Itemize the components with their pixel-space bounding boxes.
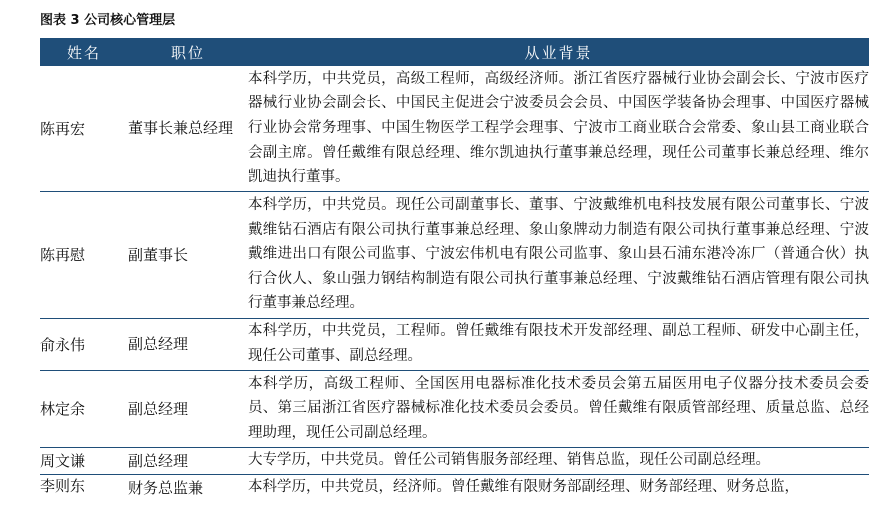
- cell-background: 本科学历，中共党员。现任公司副董事长、董事、宁波戴维机电科技发展有限公司董事长、宁波戴维钻石酒店有限公司执行董事兼总经理、象山象牌动力制造有限公司执行董事兼总经理、宁波戴维进出口有限公司监事、宁波宏伟机电有限公司监事、象山县石浦东港冷冻厂（普通合伙）执行合伙人、象山强力钢结构制造有限公司执行董事兼总经理、宁波戴维钻石酒店管理有限公司执行董事兼总经理。: [248, 191, 869, 318]
- cell-position: 财务总监兼: [128, 478, 204, 497]
- management-table: [40, 38, 869, 504]
- header-background: 从业背景: [248, 38, 869, 66]
- cell-name: 陈再宏: [40, 66, 128, 191]
- cell-background: 大专学历，中共党员。曾任公司销售服务部经理、销售总监，现任公司副总经理。: [248, 447, 869, 474]
- cell-name: 俞永伟: [40, 318, 128, 370]
- cell-name: 陈再慰: [40, 191, 128, 318]
- cell-background: 本科学历，高级工程师、全国医用电器标准化技术委员会第五届医用电子仪器分技术委员会委员、第三届浙江省医疗器械标准化技术委员会委员。曾任戴维有限质管部经理、质量总监、总经理助理，现任公司副总经理。: [248, 370, 869, 447]
- table-row: [40, 318, 869, 370]
- table-row: [40, 191, 869, 318]
- table-header-row: [40, 38, 869, 66]
- cell-background: 本科学历，中共党员，工程师。曾任戴维有限技术开发部经理、副总工程师、研发中心副主任，现任公司董事、副总经理。: [248, 318, 869, 370]
- cell-name: 李则东: [40, 476, 86, 495]
- cell-name: 周文谦: [40, 447, 128, 474]
- cell-position: 董事长兼总经理: [128, 66, 248, 191]
- cell-position: 副总经理: [128, 447, 248, 474]
- cell-background: 本科学历，中共党员，经济师。曾任戴维有限财务部副经理、财务部经理、财务总监，: [248, 478, 799, 495]
- cell-background: 本科学历，中共党员，高级工程师，高级经济师。浙江省医疗器械行业协会副会长、宁波市医疗器械行业协会副会长、中国民主促进会宁波委员会会员、中国医学装备协会理事、中国医疗器械行业协会常务理事、中国生物医学工程学会理事、宁波市工商业联合会常委、象山县工商业联合会副主席。曾任戴维有限总经理、维尔凯迪执行董事兼总经理，现任公司董事长兼总经理、维尔凯迪执行董事。: [248, 66, 869, 191]
- header-name: 姓名: [40, 38, 128, 66]
- table-row: [40, 66, 869, 191]
- header-position: 职位: [128, 38, 248, 66]
- cell-position: 副董事长: [128, 191, 248, 318]
- cell-position: 副总经理: [128, 370, 248, 447]
- table-row: [40, 447, 869, 474]
- table-row: [40, 370, 869, 447]
- cell-position: 副总经理: [128, 318, 248, 370]
- table-caption: 图表 3 公司核心管理层: [40, 13, 176, 28]
- cell-name: 林定余: [40, 370, 128, 447]
- table-row: [40, 474, 869, 504]
